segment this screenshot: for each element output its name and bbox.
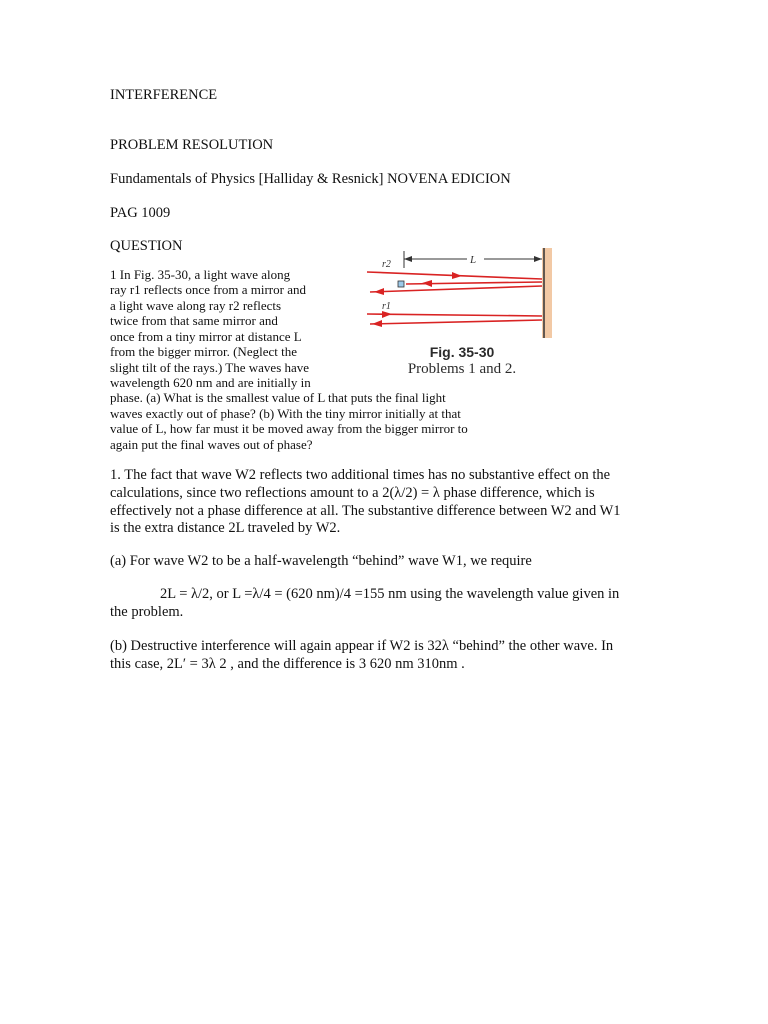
- figure-caption: [397, 344, 527, 378]
- question-line: slight tilt of the rays.) The waves have: [110, 360, 310, 375]
- question-line: twice from that same mirror and: [110, 313, 278, 328]
- question-line: 1 In Fig. 35-30, a light wave along: [110, 267, 291, 282]
- question-line: once from a tiny mirror at distance L: [110, 329, 302, 344]
- ray-r2-outgoing: [370, 286, 542, 292]
- answer-intro-line: is the extra distance 2L traveled by W2.: [110, 520, 341, 536]
- question-heading: QUESTION: [110, 238, 183, 254]
- dimension-arrow-right: [534, 256, 542, 262]
- source-reference: Fundamentals of Physics [Halliday & Resnick] NOVENA EDICION: [110, 171, 511, 187]
- question-line: ray r1 reflects once from a mirror and: [110, 282, 306, 297]
- answer-equation-a-cont: the problem.: [110, 604, 184, 620]
- ray-r1-outgoing: [370, 320, 542, 324]
- question-line: from the bigger mirror. (Neglect the: [110, 344, 297, 359]
- answer-intro-line: 1. The fact that wave W2 reflects two additional times has no substantive effect on the: [110, 467, 611, 483]
- answer-part-b: (b) Destructive interference will again appear if W2 is 32λ “behind” the other wave. In: [110, 638, 614, 654]
- question-line: wavelength 620 nm and are initially in: [110, 375, 311, 390]
- question-line: phase. (a) What is the smallest value of L that puts the final light: [110, 390, 446, 405]
- mirror-diagram: [362, 246, 562, 346]
- answer-intro-line: effectively not a phase difference at all. The substantive difference between W2 and W1: [110, 503, 621, 519]
- answer-part-a: (a) For wave W2 to be a half-wavelength “behind” wave W1, we require: [110, 553, 532, 569]
- question-line: again put the final waves out of phase?: [110, 437, 313, 452]
- question-line: waves exactly out of phase? (b) With the tiny mirror initially at that: [110, 406, 461, 421]
- label-r2: r2: [382, 259, 391, 270]
- section-heading: PROBLEM RESOLUTION: [110, 137, 274, 153]
- topic-heading: INTERFERENCE: [110, 87, 218, 103]
- ray-r2-arrow-2: [422, 280, 432, 287]
- tiny-mirror: [398, 281, 404, 287]
- figure-caption-text: Problems 1 and 2.: [407, 361, 517, 377]
- ray-r2-arrow-1: [452, 272, 462, 279]
- ray-r1-incoming: [367, 314, 542, 316]
- question-line: a light wave along ray r2 reflects: [110, 298, 282, 313]
- ray-r2-arrow-3: [374, 288, 384, 295]
- answer-intro-line: calculations, since two reflections amount to a 2(λ/2) = λ phase difference, which is: [110, 485, 595, 501]
- ray-r1-arrow-1: [382, 311, 392, 318]
- label-r1: r1: [382, 301, 391, 312]
- label-L: L: [470, 254, 477, 266]
- answer-equation-a: 2L = λ/2, or L =λ/4 = (620 nm)/4 =155 nm using the wavelength value given in: [160, 586, 620, 602]
- dimension-arrow-left: [404, 256, 412, 262]
- page-reference: PAG 1009: [110, 205, 171, 221]
- ray-r1-arrow-2: [372, 320, 382, 327]
- answer-part-b-cont: this case, 2L′ = 3λ 2 , and the difference is 3 620 nm 310nm .: [110, 656, 465, 672]
- figure-number: Fig. 35-30: [429, 344, 495, 360]
- question-line: value of L, how far must it be moved away from the bigger mirror to: [110, 421, 468, 436]
